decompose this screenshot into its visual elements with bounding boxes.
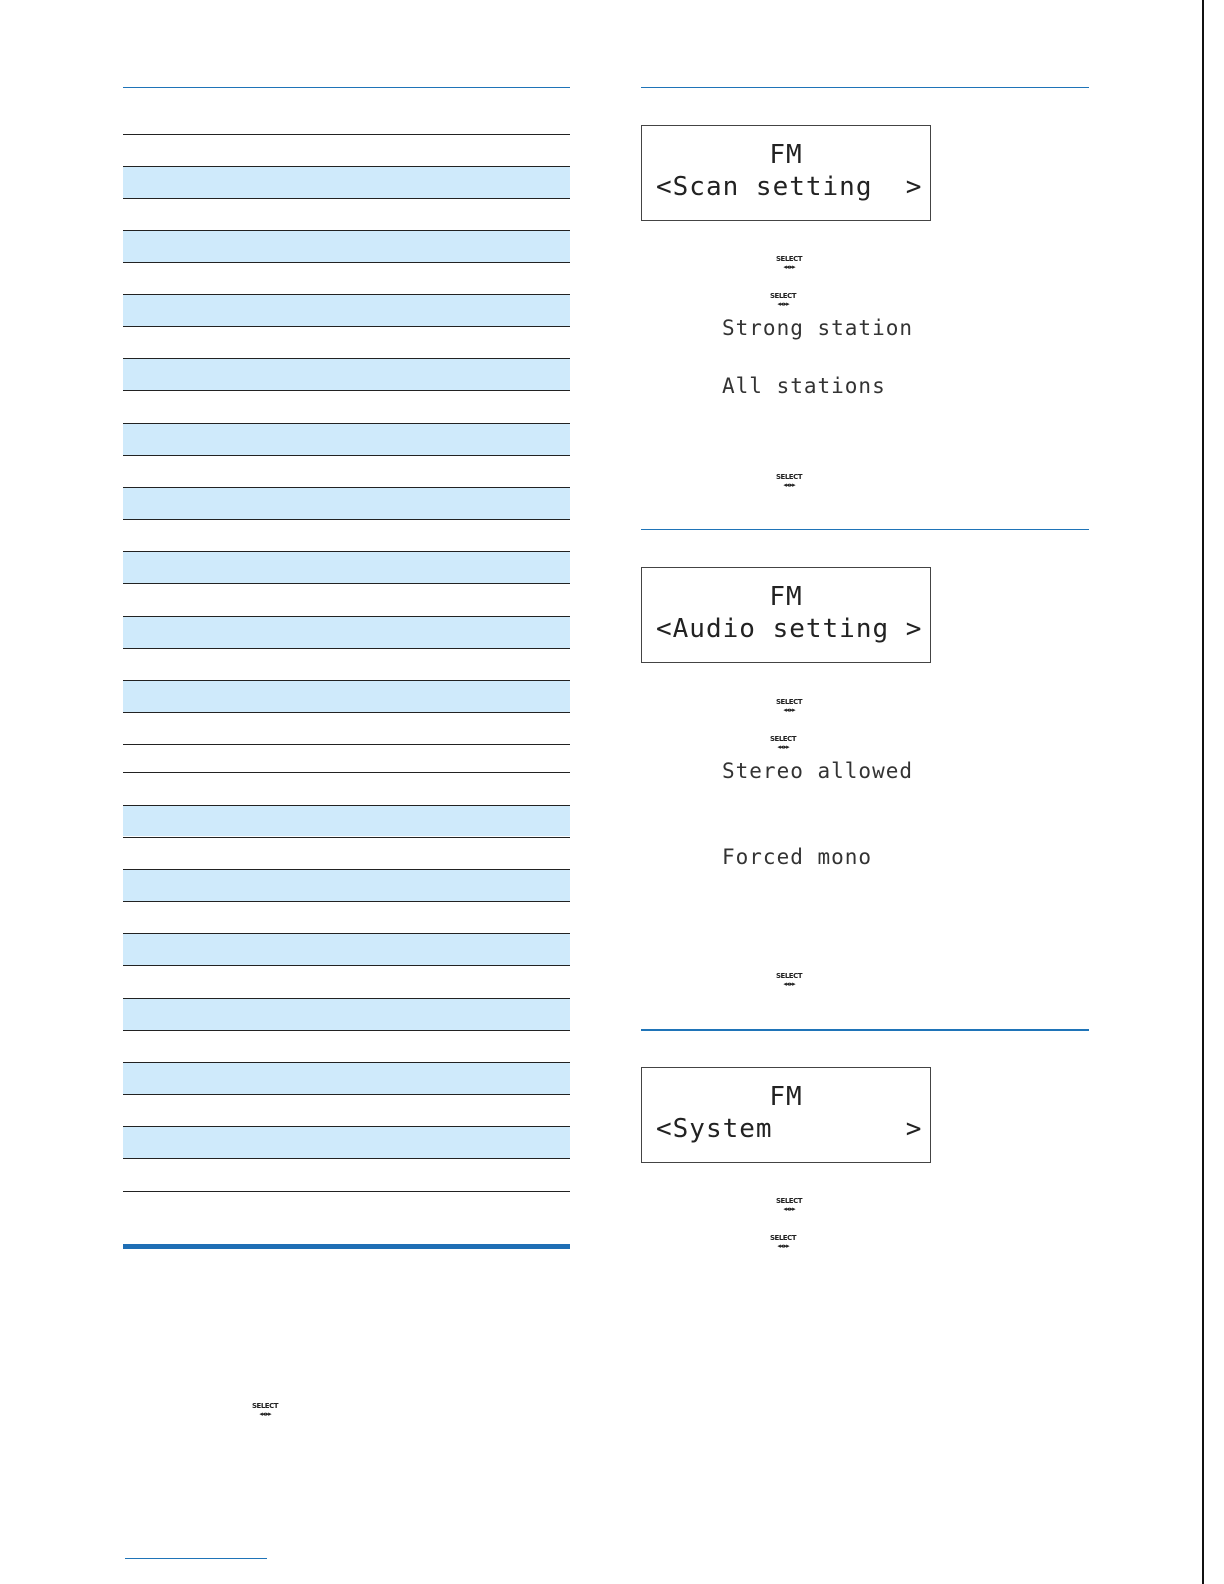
select-icon-label: SELECT	[252, 1402, 278, 1410]
row-divider	[123, 583, 570, 584]
select-button-icon	[770, 735, 796, 753]
table-row	[123, 934, 570, 965]
row-divider	[123, 648, 570, 649]
select-icon-arrows: ◂◂ ▸▸	[783, 1205, 795, 1213]
row-divider	[123, 487, 570, 488]
select-button-icon	[776, 255, 802, 273]
footer-link-underline[interactable]	[125, 1558, 267, 1559]
select-button-icon	[252, 1402, 278, 1420]
row-divider	[123, 837, 570, 838]
select-button-icon	[776, 473, 802, 491]
select-icon-label: SELECT	[770, 1234, 796, 1242]
select-icon-label: SELECT	[776, 473, 802, 481]
scan-option-strong-station: Strong station	[722, 316, 914, 340]
table-top-rule	[123, 87, 570, 88]
table-row	[123, 166, 570, 198]
row-divider	[123, 455, 570, 456]
select-icon-arrows: ◂◂ ▸▸	[777, 300, 789, 308]
table-row	[123, 1127, 570, 1158]
select-button-icon	[776, 1197, 802, 1215]
select-icon-arrows: ◂◂ ▸▸	[783, 706, 795, 714]
select-icon-arrows: ◂◂ ▸▸	[777, 1242, 789, 1250]
row-divider	[123, 1062, 570, 1063]
section-heading-rule	[123, 1244, 570, 1249]
table-row	[123, 424, 570, 455]
lcd-line-2: <System >	[656, 1114, 923, 1144]
row-divider	[123, 519, 570, 520]
table-row	[123, 681, 570, 712]
select-button-icon	[776, 972, 802, 990]
select-button-icon	[776, 698, 802, 716]
row-divider	[123, 262, 570, 263]
row-divider	[123, 1126, 570, 1127]
lcd-display-scan-setting	[641, 125, 931, 221]
scan-option-all-stations: All stations	[722, 374, 886, 398]
audio-option-forced-mono: Forced mono	[722, 845, 873, 869]
select-icon-arrows: ◂◂ ▸▸	[777, 743, 789, 751]
table-row	[123, 552, 570, 583]
select-icon-arrows: ◂◂ ▸▸	[783, 481, 795, 489]
row-divider	[123, 998, 570, 999]
lcd-line-1: FM	[769, 582, 803, 612]
select-icon-label: SELECT	[770, 292, 796, 300]
select-icon-arrows: ◂◂ ▸▸	[783, 980, 795, 988]
table-row	[123, 295, 570, 326]
row-divider	[123, 230, 570, 231]
table-row	[123, 359, 570, 390]
select-button-icon	[770, 292, 796, 310]
row-divider	[123, 326, 570, 327]
lcd-display-audio-setting	[641, 567, 931, 663]
row-divider	[123, 294, 570, 295]
row-divider	[123, 1191, 570, 1192]
lcd-line-1: FM	[769, 1082, 803, 1112]
select-icon-label: SELECT	[776, 1197, 802, 1205]
row-divider	[123, 423, 570, 424]
row-divider	[123, 712, 570, 713]
audio-option-stereo-allowed: Stereo allowed	[722, 759, 914, 783]
row-divider	[123, 198, 570, 199]
lcd-line-2: <Scan setting >	[656, 172, 923, 202]
row-divider	[123, 744, 570, 745]
row-divider	[123, 1030, 570, 1031]
table-row	[123, 617, 570, 648]
select-icon-label: SELECT	[770, 735, 796, 743]
row-divider	[123, 1094, 570, 1095]
table-row	[123, 1063, 570, 1094]
section-rule-system	[641, 1029, 1089, 1031]
table-row	[123, 488, 570, 519]
select-icon-arrows: ◂◂ ▸▸	[783, 263, 795, 271]
page-edge-bar	[1202, 0, 1204, 1584]
row-divider	[123, 680, 570, 681]
row-divider	[123, 551, 570, 552]
row-divider	[123, 869, 570, 870]
row-divider	[123, 166, 570, 167]
row-divider	[123, 1158, 570, 1159]
row-divider	[123, 933, 570, 934]
select-button-icon	[770, 1234, 796, 1252]
section-rule-audio	[641, 529, 1089, 530]
row-divider	[123, 390, 570, 391]
lcd-display-system	[641, 1067, 931, 1163]
select-icon-label: SELECT	[776, 972, 802, 980]
row-divider	[123, 134, 570, 135]
lcd-line-2: <Audio setting >	[656, 614, 923, 644]
row-divider	[123, 358, 570, 359]
row-divider	[123, 805, 570, 806]
row-divider	[123, 965, 570, 966]
section-rule-scan	[641, 87, 1089, 88]
row-divider	[123, 772, 570, 773]
table-row	[123, 231, 570, 262]
row-divider	[123, 616, 570, 617]
table-row	[123, 870, 570, 901]
select-icon-arrows: ◂◂ ▸▸	[259, 1410, 271, 1418]
table-row	[123, 999, 570, 1030]
lcd-line-1: FM	[769, 140, 803, 170]
select-icon-label: SELECT	[776, 698, 802, 706]
table-row	[123, 806, 570, 836]
row-divider	[123, 901, 570, 902]
select-icon-label: SELECT	[776, 255, 802, 263]
